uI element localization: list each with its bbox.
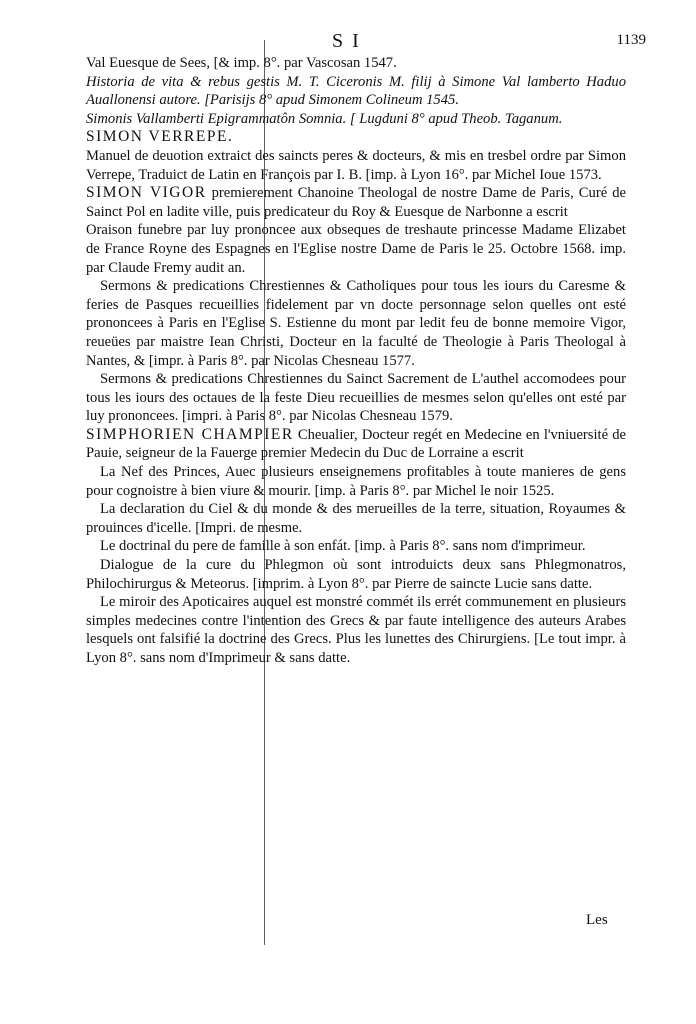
page-header [0, 30, 696, 54]
author-heading: SIMON VERREPE. [86, 128, 234, 146]
bibliographic-entry: Le miroir des Apoticaires auquel est monstré commét ils errét communement en plusieurs simples medecines contre l'intention des Grecs & par faute intelligence des auteurs Arabes lesquels ont falsifié la doctrine des Grecs. Plus les lunettes des Chirurgiens. [Le tout impr. à Lyon 8°. sans nom d'Imprimeur & sans datte. [86, 594, 626, 666]
bibliographic-entry: Le doctrinal du pere de famille à son enfát. [imp. à Paris 8°. sans nom d'imprimeur. [100, 538, 586, 555]
author-entry [86, 184, 626, 221]
author-entry [86, 426, 626, 463]
bibliographic-entry: Sermons & predications Chrestiennes & Catholiques pour tous les iours du Caresme & feries de Pasques recueillies fidelement par vn docte personnage selon quelles ont esté prononcees à Paris en l'Eglise S. Estienne du mont par ledit feu de bonne memoire Vigor, reueües par maistre Iean Christi, Docteur en la faculté de Theologie à Paris Theologal à Nantes, & [impr. à Paris 8°. par Nicolas Chesneau 1577. [86, 278, 626, 369]
page-number: 1139 [616, 32, 646, 48]
catchword: Les [586, 912, 608, 928]
italic-entry: Historia de vita & rebus gestis M. T. Ciceronis M. filij à Simone Val lamberto Haduo Auallonensi autore. [Parisijs 8° apud Simonem Colineum 1545. [86, 73, 626, 109]
bibliographic-entry: Oraison funebre par luy prononcee aux obseques de treshaute princesse Madame Elizabet de France Royne des Espagnes en l'Eglise nostre Dame de Paris le 25. Octobre 1568. imp. par Claude Fremy audit an. [86, 222, 626, 276]
bibliographic-entry: Sermons & predications Chrestiennes du Sainct Sacrement de L'authel accomodees pour tous les iours des octaues de la feste Dieu recueillies de mesmes selon qu'elles ont esté par luy prononcees. [impri. à Paris 8°. par Nicolas Chesneau 1579. [86, 371, 626, 425]
italic-entry: Simonis Vallamberti Epigrammatôn Somnia. [ Lugduni 8° apud Theob. Taganum. [86, 110, 563, 127]
bibliographic-entry: La declaration du Ciel & du monde & des merueilles de la terre, situation, Royaumes & prouinces d'icelle. [Impri. de mesme. [86, 501, 626, 536]
author-description: Cheualier, Docteur regét en Medecine en l'vniuersité de Pauie, seigneur de la Fauerge premier Medecin du Duc de Lorraine a escrit [86, 426, 626, 462]
bibliographic-entry: La Nef des Princes, Auec plusieurs enseignemens profitables à toute manieres de gens pour cognoistre à bien viure & mourir. [imp. à Paris 8°. par Michel le noir 1525. [86, 464, 626, 499]
signature-mark: S I [332, 30, 361, 52]
author-description: premierement Chanoine Theologal de nostre Dame de Paris, Curé de Sainct Pol en ladite ville, puis predicateur du Roy & Euesque de Narbonne a escrit [86, 185, 626, 220]
author-name: SIMON VIGOR [86, 184, 207, 202]
bibliographic-entry: Manuel de deuotion extraict des saincts peres & docteurs, & mis en tresbel ordre par Simon Verrepe, Traduict de Latin en François par I. B. [imp. à Lyon 16°. par Michel Ioue 1573. [86, 147, 626, 183]
page-body [86, 54, 626, 668]
bibliographic-entry: Dialogue de la cure du Phlegmon où sont introduicts deux sans Phlegmonatros, Philochirurgus & Meteorus. [imprim. à Lyon 8°. par Pierre de saincte Lucie sans datte. [86, 557, 626, 592]
author-name: SIMPHORIEN CHAMPIER [86, 425, 294, 443]
text-line: Val Euesque de Sees, [& imp. 8°. par Vascosan 1547. [86, 55, 397, 71]
